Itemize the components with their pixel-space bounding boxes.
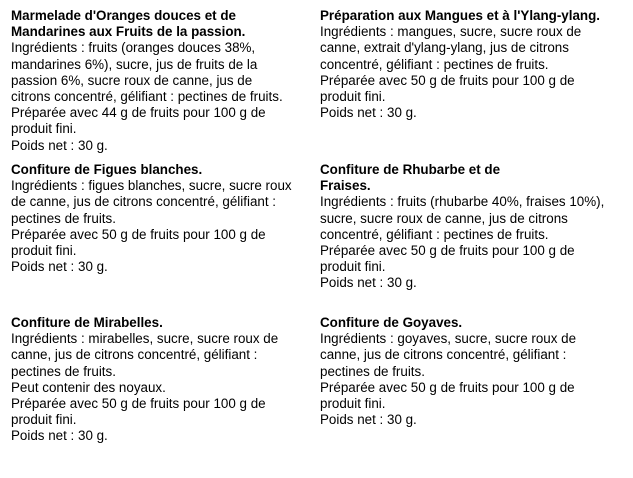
label-ingredients: Ingrédients : goyaves, sucre, sucre roux de canne, jus de citrons concentré, gélifiant : pectines de fruits. (320, 331, 577, 379)
label-net-weight: Poids net : 30 g. (320, 105, 417, 121)
label-preparation: Préparée avec 50 g de fruits pour 100 g de produit fini. (320, 243, 575, 275)
label-marmelade-oranges (11, 8, 283, 154)
label-title: Confiture de Figues blanches. (11, 162, 203, 177)
label-preparation: Préparée avec 50 g de fruits pour 100 g de produit fini. (320, 379, 575, 412)
label-confiture-figues (11, 162, 292, 275)
label-allergen-note: Peut contenir des noyaux. (11, 379, 166, 395)
label-title: Préparation aux Mangues et à l'Ylang-ylang. (320, 8, 600, 23)
label-preparation: Préparée avec 44 g de fruits pour 100 g de produit fini. (11, 105, 266, 137)
label-title: Confiture de Mirabelles. (11, 315, 163, 330)
label-net-weight: Poids net : 30 g. (11, 259, 108, 275)
label-ingredients: Ingrédients : figues blanches, sucre, sucre roux de canne, jus de citrons concentré, gélifiant : pectines de fruits. (11, 178, 292, 226)
label-preparation-mangues (320, 8, 600, 121)
label-ingredients: Ingrédients : fruits (oranges douces 38%, mandarines 6%), sucre, jus de fruits de la passion 6%, sucre roux de canne, jus de citrons concentré, gélifiant : pectines de fruits. (11, 40, 283, 105)
label-net-weight: Poids net : 30 g. (320, 275, 417, 291)
label-title: Marmelade d'Oranges douces et de Mandarines aux Fruits de la passion. (11, 8, 246, 40)
label-confiture-mirabelles (11, 315, 278, 445)
label-net-weight: Poids net : 30 g. (11, 137, 108, 153)
label-net-weight: Poids net : 30 g. (320, 412, 417, 428)
label-title: Confiture de Goyaves. (320, 315, 463, 330)
label-confiture-rhubarbe (320, 162, 604, 292)
label-confiture-goyaves (320, 315, 576, 428)
label-preparation: Préparée avec 50 g de fruits pour 100 g de produit fini. (320, 72, 575, 105)
label-preparation: Préparée avec 50 g de fruits pour 100 g de produit fini. (11, 396, 266, 428)
label-ingredients: Ingrédients : fruits (rhubarbe 40%, fraises 10%), sucre, sucre roux de canne, jus de citrons concentré, gélifiant : pectines de fruits. (320, 194, 605, 242)
label-title: Confiture de Rhubarbe et de Fraises. (320, 162, 501, 194)
label-net-weight: Poids net : 30 g. (11, 428, 108, 444)
label-preparation: Préparée avec 50 g de fruits pour 100 g de produit fini. (11, 226, 266, 259)
label-ingredients: Ingrédients : mangues, sucre, sucre roux de canne, extrait d'ylang-ylang, jus de citrons concentré, gélifiant : pectines de fruits. (320, 24, 582, 72)
label-ingredients: Ingrédients : mirabelles, sucre, sucre roux de canne, jus de citrons concentré, gélifiant : pectines de fruits. (11, 331, 279, 379)
